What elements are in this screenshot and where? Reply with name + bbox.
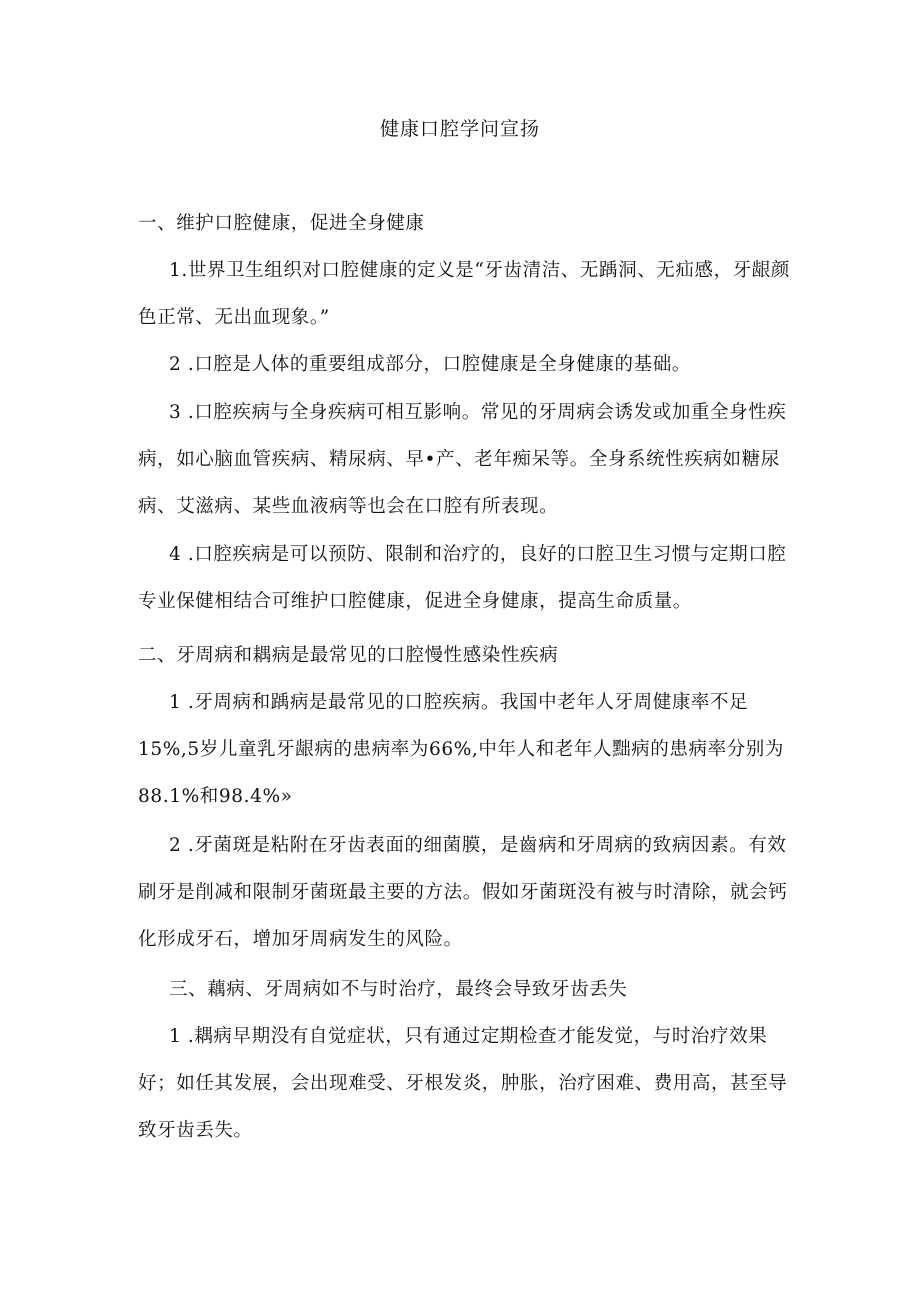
- section-2-item-1: 1 .牙周病和踽病是最常见的口腔疾病。我国中老年人牙周健康率不足15%,5岁儿童乳牙龈病的患病率为66%,中年人和老年人黜病的患病率分别为88.1%和98.4%»: [138, 692, 784, 807]
- section-1-item-1: 1.世界卫生组织对口腔健康的定义是“牙齿清洁、无踽洞、无疝感，牙龈颜色正常、无出血现象。”: [138, 260, 791, 328]
- section-heading-2: 二、牙周病和耦病是最常见的口腔慢性感染性疾病: [138, 645, 559, 666]
- section-heading-3: 三、藕病、牙周病如不与时治疗，最终会导致牙齿丢失: [169, 979, 628, 1000]
- section-1-item-3: 3 .口腔疾病与全身疾病可相互影响。常见的牙周病会诱发或加重全身性疾病，如心脑血管疾病、精尿病、早•产、老年痴呆等。全身系统性疾病如糖尿病、艾滋病、某些血液病等也会在口腔有所表现。: [138, 402, 787, 517]
- page-title: 健康口腔学问宣扬: [379, 118, 540, 140]
- section-3-item-1: 1 .耦病早期没有自觉症状，只有通过定期检查才能发觉，与时治疗效果好；如任其发展，会出现难受、牙根发炎，肿胀，治疗困难、费用高，甚至导致牙齿丢失。: [138, 1026, 788, 1141]
- section-1-item-4: 4 .口腔疾病是可以预防、限制和治疗的，良好的口腔卫生习惯与定期口腔专业保健相结合可维护口腔健康，促进全身健康，提高生命质量。: [138, 544, 787, 612]
- section-1-item-2: 2 .口腔是人体的重要组成部分，口腔健康是全身健康的基础。: [169, 354, 691, 375]
- section-heading-1: 一、维护口腔健康，促进全身健康: [138, 213, 425, 234]
- section-2-item-2: 2 .牙菌斑是粘附在牙齿表面的细菌膜，是齒病和牙周病的致病因素。有效刷牙是削减和限制牙菌斑最主要的方法。假如牙菌斑没有被与时清除，就会钙化形成牙石，增加牙周病发生的风险。: [138, 835, 788, 950]
